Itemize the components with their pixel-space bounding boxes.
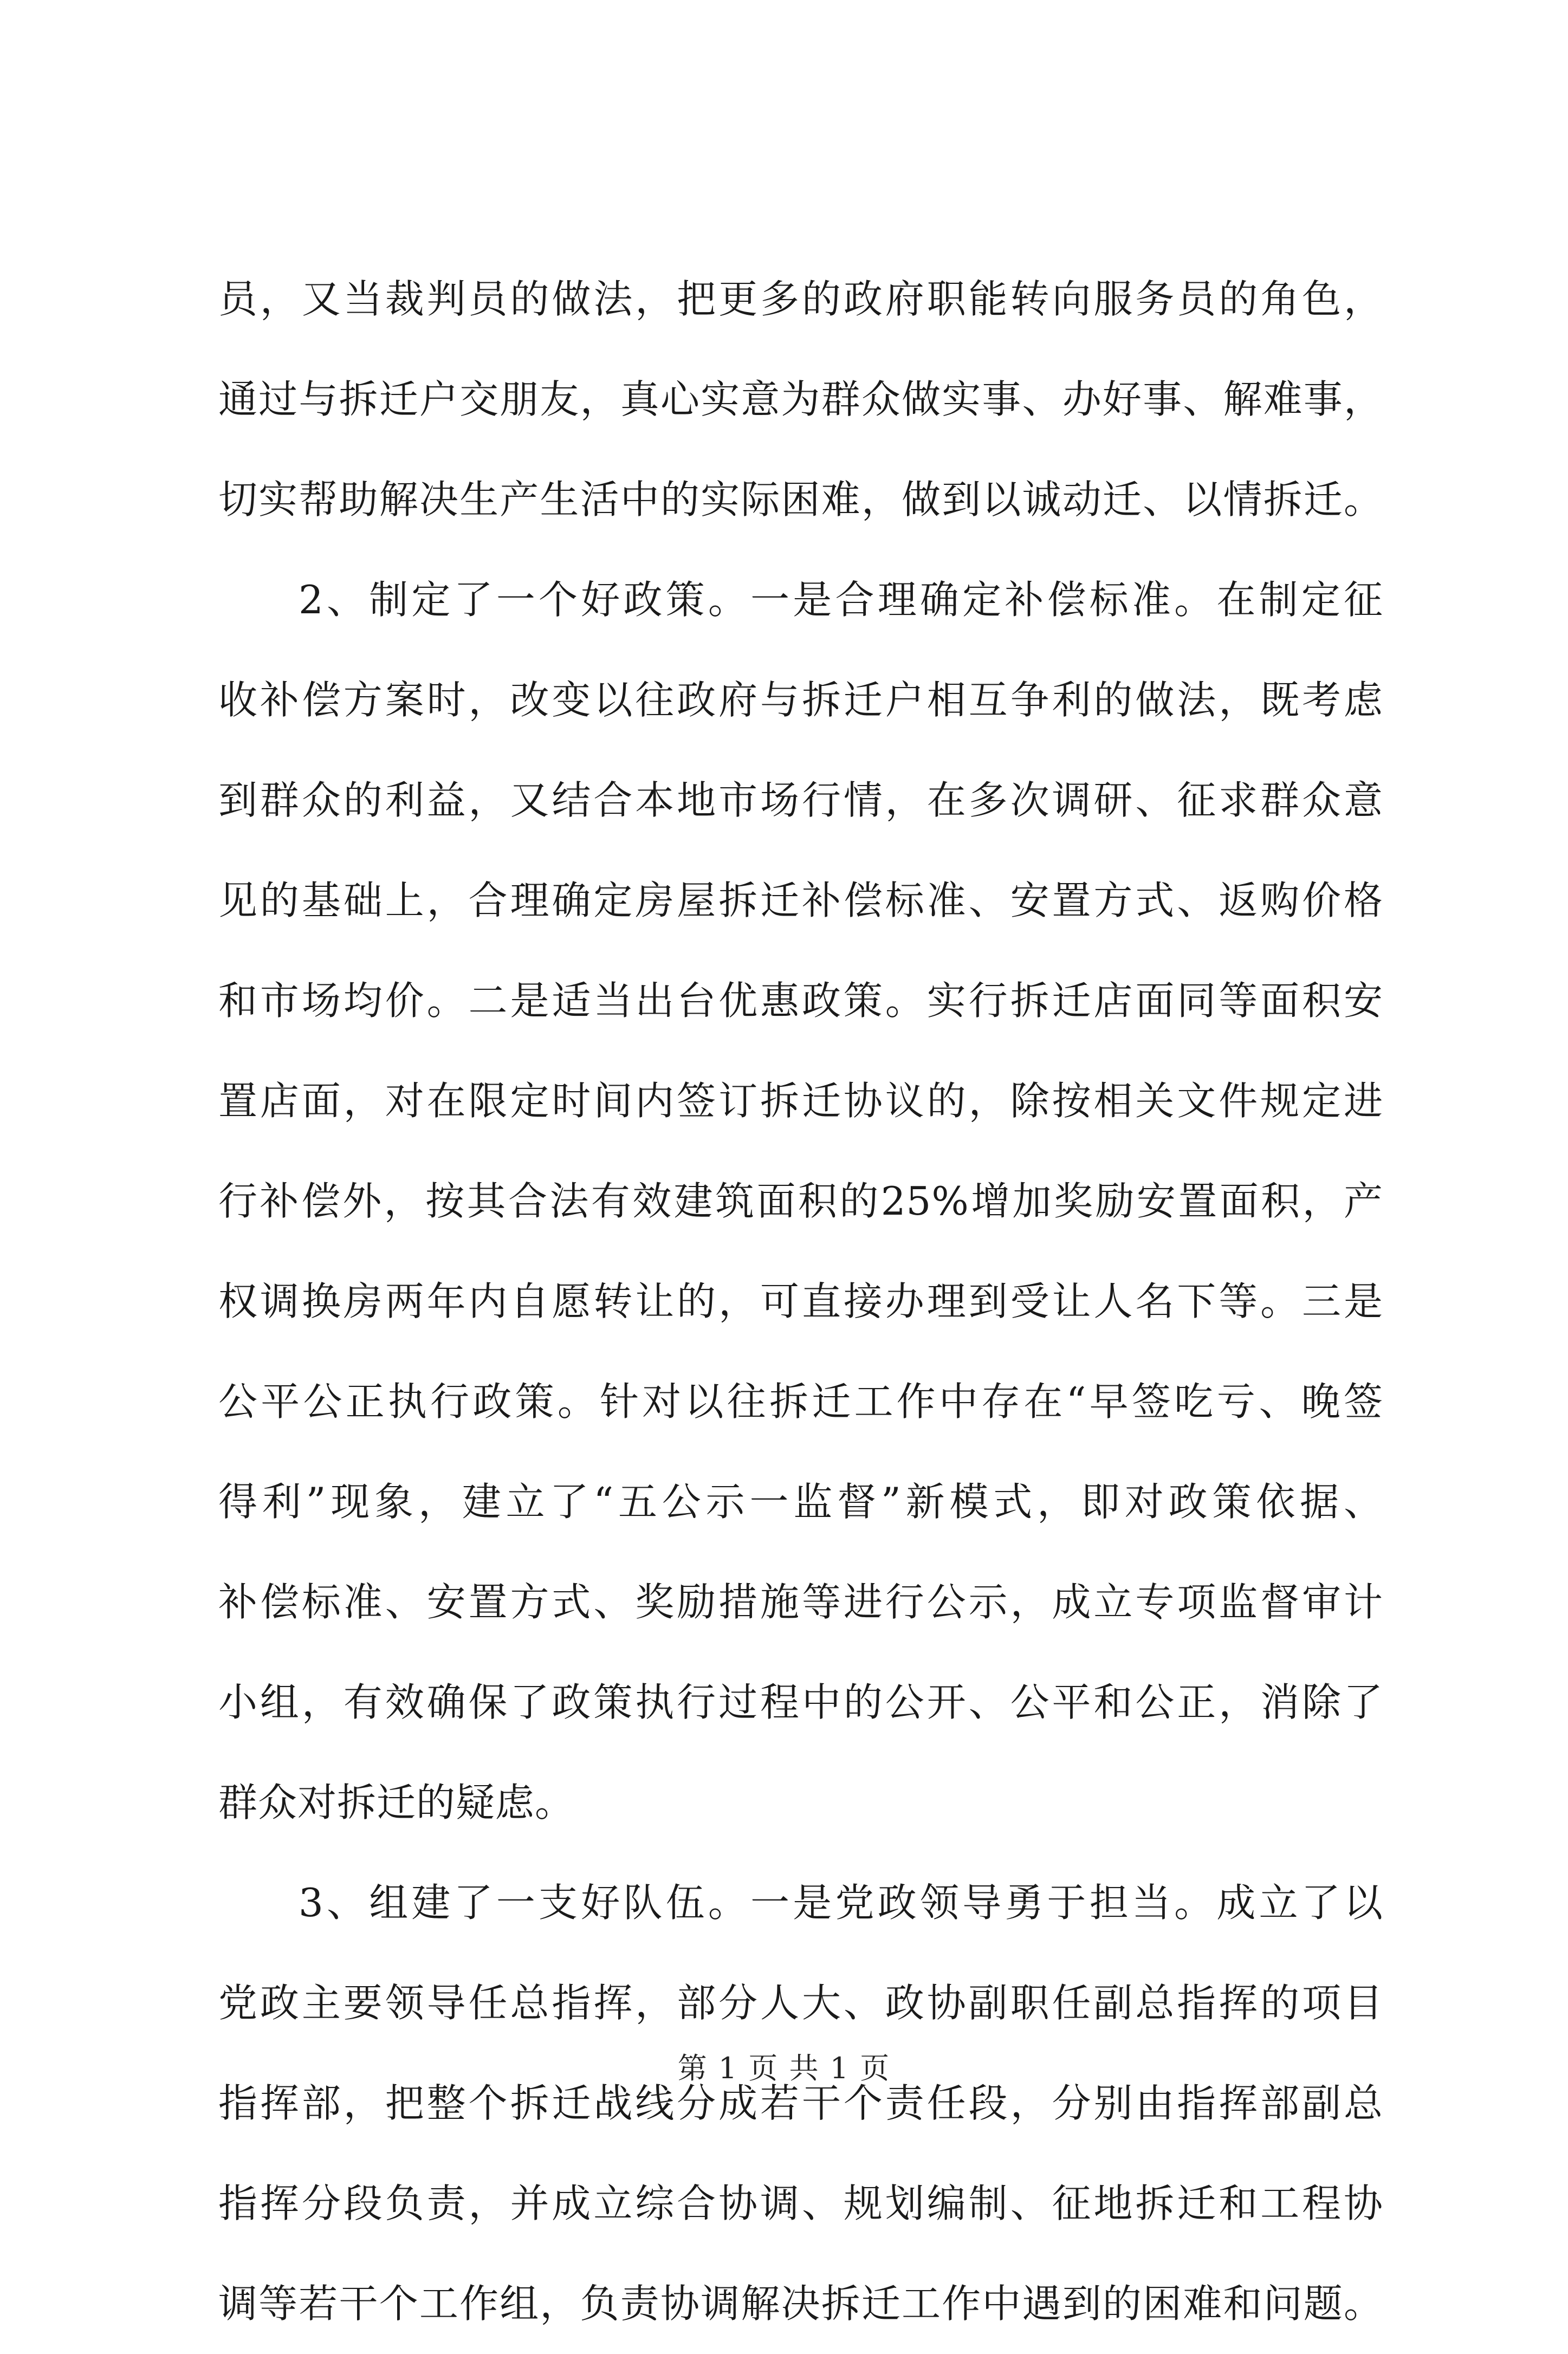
text-line: 行补偿外，按其合法有效建筑面积的25%增加奖励安置面积，产 bbox=[218, 1178, 1383, 1224]
text-line: 权调换房两年内自愿转让的，可直接办理到受让人名下等。三是 bbox=[218, 1279, 1383, 1324]
text-line: 和市场均价。二是适当出台优惠政策。实行拆迁店面同等面积安 bbox=[218, 978, 1383, 1023]
text-line: 小组，有效确保了政策执行过程中的公开、公平和公正，消除了 bbox=[218, 1679, 1383, 1725]
text-line: 公平公正执行政策。针对以往拆迁工作中存在“早签吃亏、晚签 bbox=[218, 1379, 1383, 1424]
text-line: 收补偿方案时，改变以往政府与拆迁户相互争利的做法，既考虑 bbox=[218, 677, 1383, 723]
text-line: 得利”现象，建立了“五公示一监督”新模式，即对政策依据、 bbox=[218, 1479, 1383, 1525]
paragraph-end-line: 群众对拆迁的疑虑。 bbox=[218, 1780, 575, 1825]
paragraph-start-line: 2、制定了一个好政策。一是合理确定补偿标准。在制定征 bbox=[299, 577, 1383, 622]
text-line: 到群众的利益，又结合本地市场行情，在多次调研、征求群众意 bbox=[218, 777, 1383, 823]
text-line: 指挥分段负责，并成立综合协调、规划编制、征地拆迁和工程协 bbox=[218, 2181, 1383, 2226]
text-line: 调等若干个工作组，负责协调解决拆迁工作中遇到的困难和问题。 bbox=[218, 2281, 1383, 2326]
text-line: 置店面，对在限定时间内签订拆迁协议的，除按相关文件规定进 bbox=[218, 1078, 1383, 1124]
text-line: 通过与拆迁户交朋友，真心实意为群众做实事、办好事、解难事， bbox=[218, 377, 1383, 422]
page-number-footer: 第 1 页 共 1 页 bbox=[677, 2051, 891, 2085]
text-line: 切实帮助解决生产生活中的实际困难，做到以诚动迁、以情拆迁。 bbox=[218, 477, 1383, 522]
text-line: 见的基础上，合理确定房屋拆迁补偿标准、安置方式、返购价格 bbox=[218, 878, 1383, 923]
document-body bbox=[218, 249, 1383, 2354]
text-line: 员，又当裁判员的做法，把更多的政府职能转向服务员的角色， bbox=[218, 276, 1383, 322]
text-line: 党政主要领导任总指挥，部分人大、政协副职任副总指挥的项目 bbox=[218, 1980, 1383, 2026]
paragraph-start-line: 3、组建了一支好队伍。一是党政领导勇于担当。成立了以 bbox=[299, 1880, 1383, 1925]
text-line: 补偿标准、安置方式、奖励措施等进行公示，成立专项监督审计 bbox=[218, 1579, 1383, 1625]
text-line: 指挥部，把整个拆迁战线分成若干个责任段，分别由指挥部副总 bbox=[218, 2080, 1383, 2126]
